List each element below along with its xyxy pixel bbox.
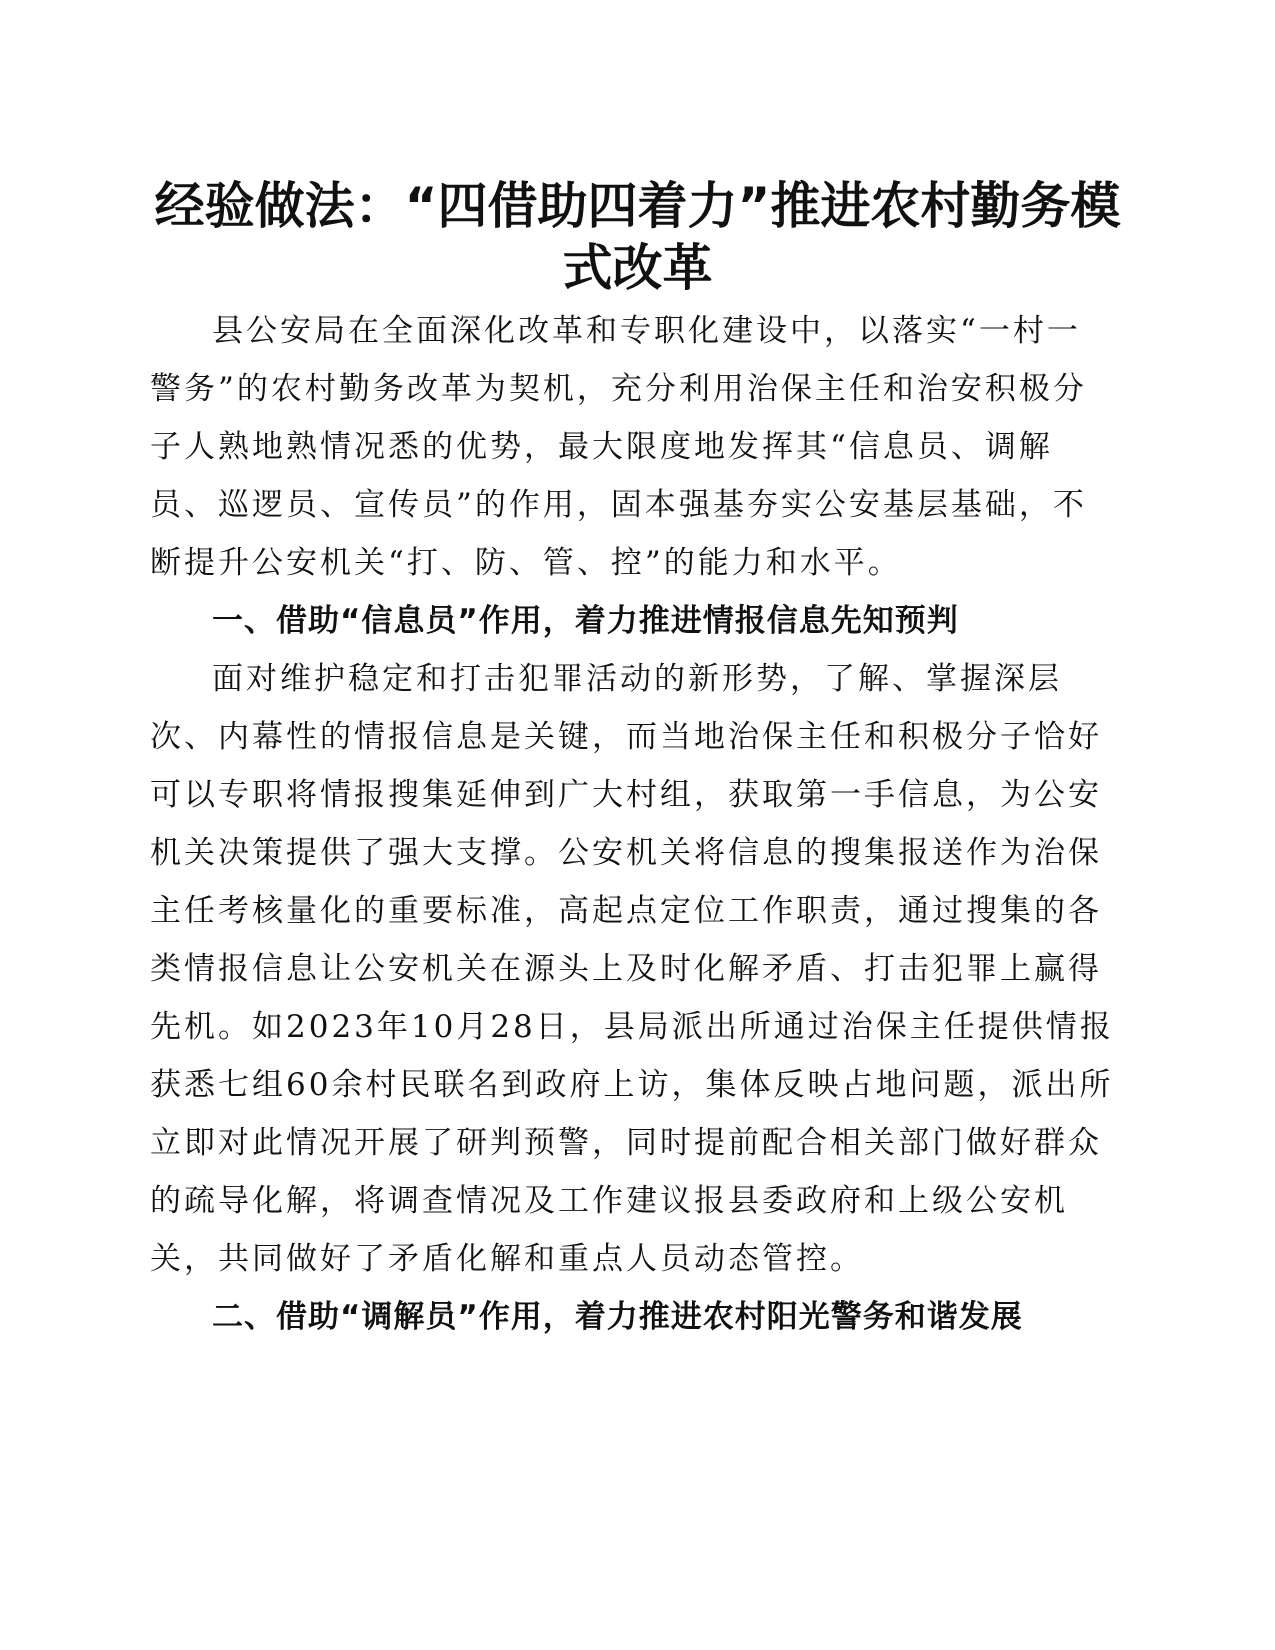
paragraph-line: 子人熟地熟情况悉的优势，最大限度地发挥其“信息员、调解 [150, 429, 1053, 465]
paragraph-line: 员、巡逻员、宣传员”的作用，固本强基夯实公安基层基础，不 [150, 487, 1087, 523]
paragraph-line: 类情报信息让公安机关在源头上及时化解矛盾、打击犯罪上赢得 [150, 951, 1102, 987]
paragraph-line: 机关决策提供了强大支撑。公安机关将信息的搜集报送作为治保 [150, 835, 1102, 871]
paragraph-line: 可以专职将情报搜集延伸到广大村组，获取第一手信息，为公安 [150, 777, 1102, 813]
section-2-heading: 二、借助“调解员”作用，着力推进农村阳光警务和谐发展 [212, 1299, 1023, 1335]
paragraph-line: 先机。如2023年10月28日，县局派出所通过治保主任提供情报 [150, 1009, 1114, 1045]
paragraph-line: 断提升公安机关“打、防、管、控”的能力和水平。 [150, 545, 902, 581]
section-1-heading: 一、借助“信息员”作用，着力推进情报信息先知预判 [212, 603, 959, 639]
paragraph-line: 县公安局在全面深化改革和专职化建设中，以落实“一村一 [212, 313, 1081, 349]
paragraph-line: 关，共同做好了矛盾化解和重点人员动态管控。 [150, 1241, 864, 1277]
document-title-line-1: 经验做法：“四借助四着力”推进农村勤务模 [154, 177, 1121, 235]
paragraph-line: 获悉七组60余村民联名到政府上访，集体反映占地问题，派出所 [150, 1067, 1114, 1103]
paragraph-line: 面对维护稳定和打击犯罪活动的新形势，了解、掌握深层 [212, 661, 1062, 697]
paragraph-line: 警务”的农村勤务改革为契机，充分利用治保主任和治安积极分 [150, 371, 1087, 407]
paragraph-line: 主任考核量化的重要标准，高起点定位工作职责，通过搜集的各 [150, 893, 1102, 929]
paragraph-line: 的疏导化解，将调查情况及工作建议报县委政府和上级公安机 [150, 1183, 1068, 1219]
document-title-line-2: 式改革 [562, 239, 713, 297]
paragraph-line: 次、内幕性的情报信息是关键，而当地治保主任和积极分子恰好 [150, 719, 1102, 755]
paragraph-line: 立即对此情况开展了研判预警，同时提前配合相关部门做好群众 [150, 1125, 1102, 1161]
